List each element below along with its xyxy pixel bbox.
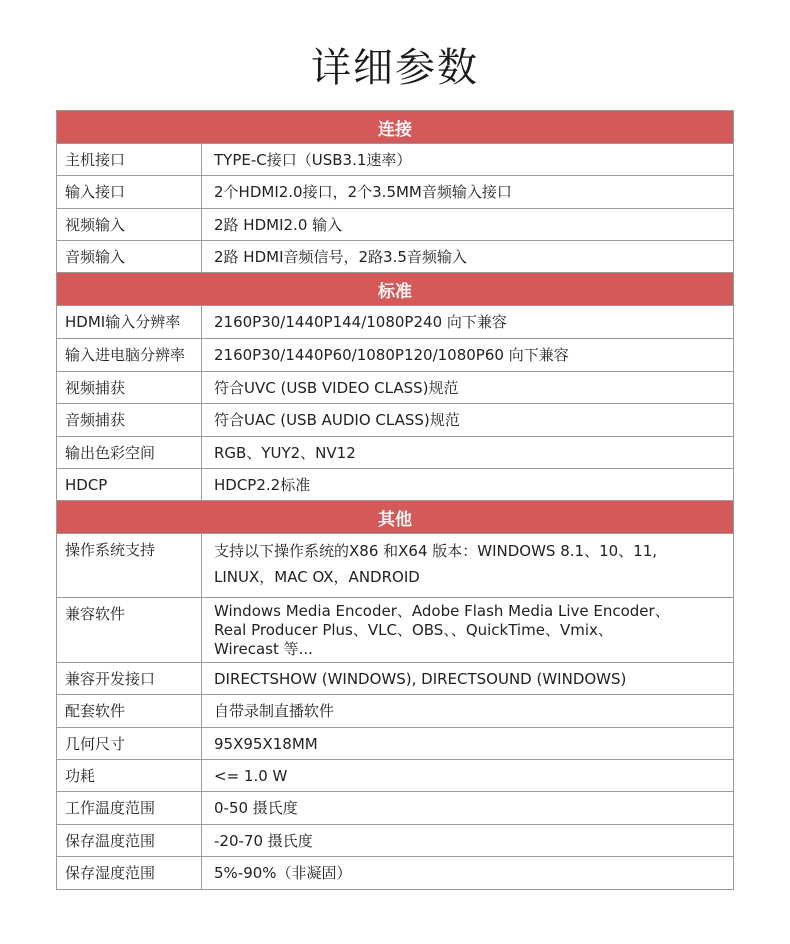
row-value: DIRECTSHOW (WINDOWS), DIRECTSOUND (WINDOWS) bbox=[214, 670, 627, 688]
row-label: 兼容软件 bbox=[57, 598, 202, 662]
row-label: HDCP bbox=[57, 469, 202, 500]
row-value: 2路 HDMI音频信号，2路3.5音频输入 bbox=[214, 248, 467, 266]
row-value-line: LINUX，MAC OX，ANDROID bbox=[214, 568, 420, 586]
table-row bbox=[57, 241, 733, 273]
row-label: 视频捕获 bbox=[57, 372, 202, 403]
table-row bbox=[57, 663, 733, 695]
row-label: 功耗 bbox=[57, 760, 202, 791]
table-row bbox=[57, 176, 733, 209]
row-value-line: 支持以下操作系统的X86 和X64 版本：WINDOWS 8.1、10、11, bbox=[214, 542, 658, 560]
table-row bbox=[57, 728, 733, 760]
row-label: HDMI输入分辨率 bbox=[57, 306, 202, 338]
row-value: TYPE-C接口（USB3.1速率） bbox=[214, 151, 412, 169]
table-row bbox=[57, 209, 733, 241]
row-label: 兼容开发接口 bbox=[57, 663, 202, 694]
row-value: 自带录制直播软件 bbox=[214, 702, 335, 720]
table-row bbox=[57, 306, 733, 339]
table-row bbox=[57, 857, 733, 889]
row-label: 主机接口 bbox=[57, 144, 202, 175]
table-row bbox=[57, 598, 733, 663]
page-title: 详细参数 bbox=[311, 45, 479, 91]
row-label: 视频输入 bbox=[57, 209, 202, 240]
row-label: 音频捕获 bbox=[57, 404, 202, 436]
row-value: 2个HDMI2.0接口，2个3.5MM音频输入接口 bbox=[214, 183, 512, 201]
table-row bbox=[57, 760, 733, 792]
section-header-connection: 连接 bbox=[57, 111, 733, 144]
row-label: 输出色彩空间 bbox=[57, 437, 202, 468]
row-label: 音频输入 bbox=[57, 241, 202, 272]
section-header-other: 其他 bbox=[57, 501, 733, 534]
row-label: 保存温度范围 bbox=[57, 825, 202, 856]
table-row bbox=[57, 825, 733, 857]
row-value-line: Windows Media Encoder、Adobe Flash Media Live Encoder、 bbox=[214, 602, 670, 620]
row-value-line: Real Producer Plus、VLC、OBS、、QuickTime、Vmix、 bbox=[214, 621, 613, 639]
table-row bbox=[57, 534, 733, 598]
section-header-standard: 标准 bbox=[57, 273, 733, 306]
row-value bbox=[202, 598, 733, 662]
row-value: RGB、YUY2、NV12 bbox=[214, 444, 356, 462]
row-value: 符合UAC (USB AUDIO CLASS)规范 bbox=[214, 411, 460, 429]
row-value: 95X95X18MM bbox=[214, 735, 318, 753]
table-row bbox=[57, 437, 733, 469]
row-label: 输入进电脑分辨率 bbox=[57, 339, 202, 371]
row-value: 5%-90%（非凝固） bbox=[214, 864, 352, 882]
row-label: 输入接口 bbox=[57, 176, 202, 208]
row-value: 2160P30/1440P144/1080P240 向下兼容 bbox=[214, 313, 507, 331]
table-row bbox=[57, 469, 733, 501]
row-label: 工作温度范围 bbox=[57, 792, 202, 824]
row-label: 操作系统支持 bbox=[57, 534, 202, 597]
row-value: <= 1.0 W bbox=[214, 767, 288, 785]
row-value: 2路 HDMI2.0 输入 bbox=[214, 216, 343, 234]
row-value: HDCP2.2标准 bbox=[214, 476, 311, 494]
table-row bbox=[57, 695, 733, 728]
row-label: 保存湿度范围 bbox=[57, 857, 202, 889]
table-row bbox=[57, 339, 733, 372]
table-row bbox=[57, 144, 733, 176]
row-value: 0-50 摄氏度 bbox=[214, 799, 298, 817]
row-value: -20-70 摄氏度 bbox=[214, 832, 313, 850]
spec-table bbox=[56, 110, 734, 890]
table-row bbox=[57, 404, 733, 437]
row-value bbox=[202, 534, 733, 597]
table-row bbox=[57, 372, 733, 404]
row-value: 2160P30/1440P60/1080P120/1080P60 向下兼容 bbox=[214, 346, 569, 364]
row-label: 配套软件 bbox=[57, 695, 202, 727]
row-value-line: Wirecast 等... bbox=[214, 640, 313, 658]
row-value: 符合UVC (USB VIDEO CLASS)规范 bbox=[214, 379, 459, 397]
row-label: 几何尺寸 bbox=[57, 728, 202, 759]
table-row bbox=[57, 792, 733, 825]
